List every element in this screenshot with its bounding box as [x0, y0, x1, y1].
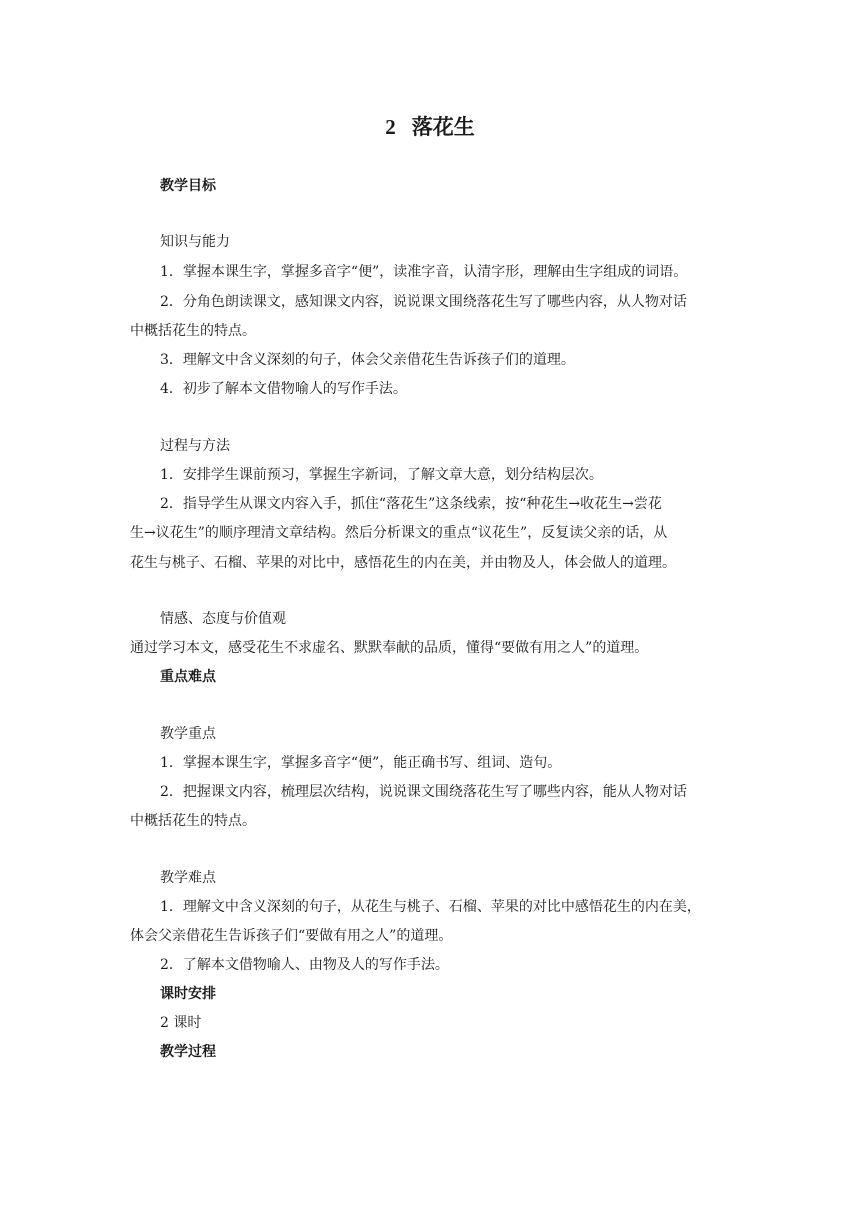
paragraph-line: 2．分角色朗读课文，感知课文内容，说说课文围绕落花生写了哪些内容，从人物对话 — [160, 294, 687, 310]
section-heading-process: 教学过程 — [160, 1044, 216, 1060]
paragraph-line: 生→议花生”的顺序理清文章结构。然后分析课文的重点“议花生”，反复读父亲的话，从 — [130, 525, 668, 541]
paragraph-line: 1．掌握本课生字，掌握多音字“便”，读准字音，认清字形，理解由生字组成的词语。 — [160, 264, 688, 280]
paragraph-line: 3．理解文中含义深刻的句子，体会父亲借花生告诉孩子们的道理。 — [160, 352, 575, 368]
paragraph-line: 中概括花生的特点。 — [130, 813, 256, 829]
subheading-focus: 教学重点 — [160, 726, 216, 742]
schedule-value: 2 课时 — [160, 1015, 202, 1031]
subheading-process: 过程与方法 — [160, 438, 230, 454]
subheading-difficulty: 教学难点 — [160, 870, 216, 886]
subheading-knowledge: 知识与能力 — [160, 234, 230, 250]
subheading-emotion: 情感、态度与价值观 — [160, 611, 286, 627]
paragraph-line: 2．了解本文借物喻人、由物及人的写作手法。 — [160, 957, 449, 973]
paragraph-line: 中概括花生的特点。 — [130, 323, 256, 339]
paragraph-line: 1．掌握本课生字，掌握多音字“便”，能正确书写、组词、造句。 — [160, 755, 562, 771]
lesson-number: 2 — [385, 115, 396, 139]
section-heading-objectives: 教学目标 — [160, 178, 216, 194]
paragraph-line: 1．理解文中含义深刻的句子，从花生与桃子、石榴、苹果的对比中感悟花生的内在美， — [160, 899, 701, 915]
paragraph-line: 通过学习本文，感受花生不求虚名、默默奉献的品质，懂得“要做有用之人”的道理。 — [130, 640, 649, 656]
section-heading-schedule: 课时安排 — [160, 986, 216, 1002]
paragraph-line: 体会父亲借花生告诉孩子们“要做有用之人”的道理。 — [130, 928, 453, 944]
paragraph-line: 花生与桃子、石榴、苹果的对比中，感悟花生的内在美，并由物及人，体会做人的道理。 — [130, 555, 676, 571]
paragraph-line: 4．初步了解本文借物喻人的写作手法。 — [160, 381, 407, 397]
paragraph-line: 1．安排学生课前预习，掌握生字新词，了解文章大意，划分结构层次。 — [160, 467, 603, 483]
section-heading-key-points: 重点难点 — [160, 669, 216, 685]
paragraph-line: 2．指导学生从课文内容入手，抓住“落花生”这条线索，按“种花生→收花生→尝花 — [160, 496, 662, 512]
page-title — [0, 113, 860, 141]
lesson-title: 落花生 — [411, 115, 475, 139]
paragraph-line: 2．把握课文内容，梳理层次结构，说说课文围绕落花生写了哪些内容，能从人物对话 — [160, 784, 687, 800]
